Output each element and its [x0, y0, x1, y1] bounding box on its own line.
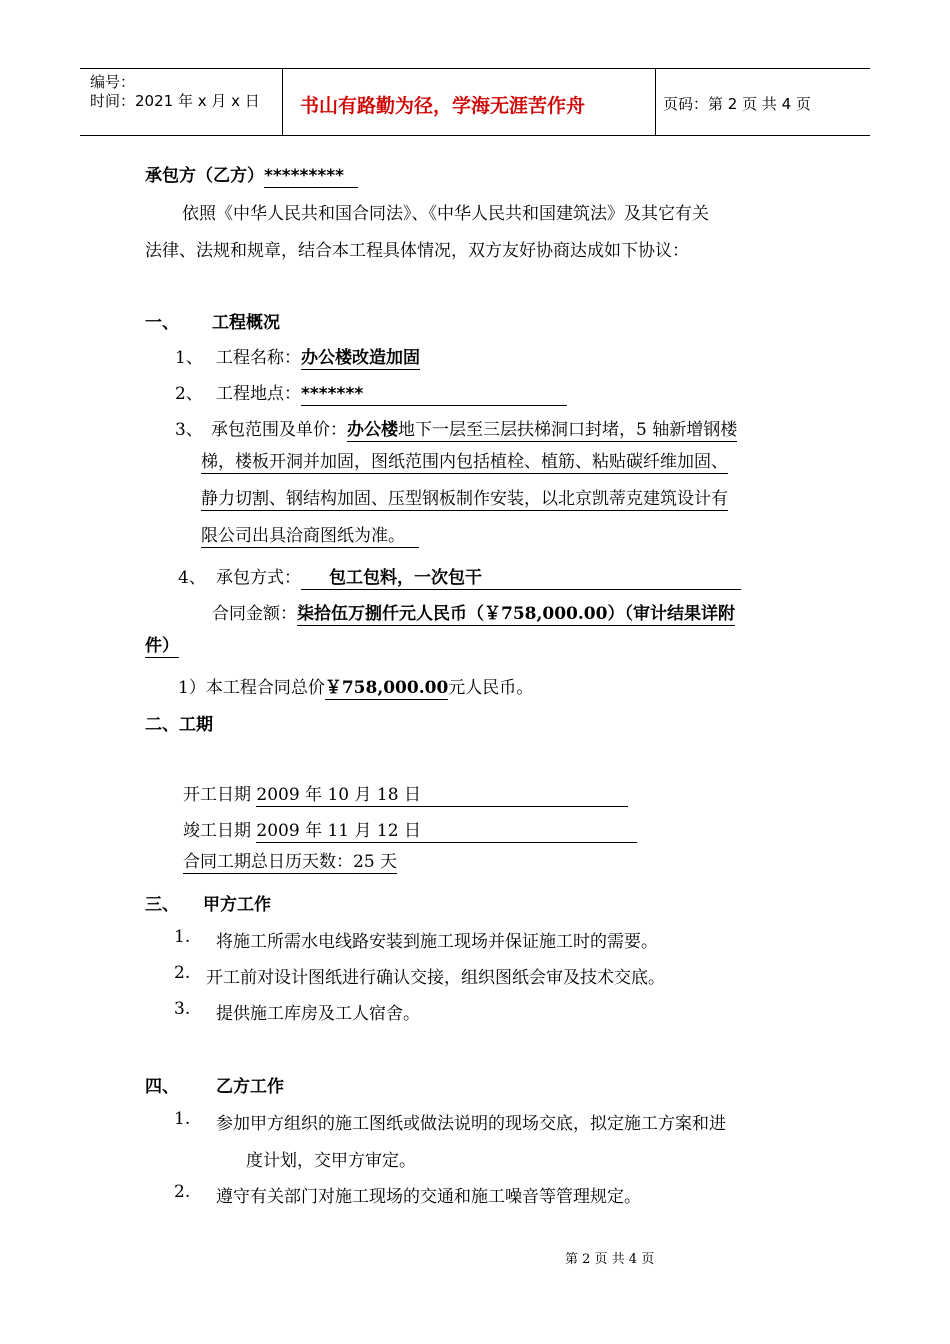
- item3-text-1: 地下一层至三层扶梯洞口封堵，5 轴新增钢楼: [398, 420, 738, 440]
- amount-label: 合同金额：: [212, 604, 297, 624]
- contractor-b-value: *********: [264, 167, 358, 188]
- section1-item3-num: 3、: [175, 420, 203, 440]
- header-number-label: 编号：: [90, 73, 136, 91]
- section1-item2-num: 2、: [175, 384, 203, 404]
- item3-line-3-wrap: [201, 489, 728, 511]
- item2-label: 工程地点：: [216, 384, 301, 404]
- section1-item4-num: 4、: [178, 568, 206, 588]
- footer-page: 第 2 页 共 4 页: [565, 1252, 655, 1267]
- item3-line-4-wrap: [201, 526, 419, 548]
- start-date-line: [183, 780, 628, 807]
- s4-item2-num: 2.: [174, 1182, 191, 1202]
- item1-label: 工程名称：: [216, 348, 301, 368]
- total-prefix: 1）本工程合同总价: [178, 678, 325, 698]
- header-bottom-rule: [80, 135, 870, 136]
- s3-item3-num: 3.: [174, 999, 191, 1019]
- section1-title: 工程概况: [212, 313, 280, 333]
- total-days-wrap: [183, 852, 397, 874]
- item4-label: 承包方式：: [216, 568, 301, 588]
- end-date-label: 竣工日期: [183, 821, 251, 841]
- section1-item2: [216, 379, 567, 406]
- contractor-b-line: [145, 161, 358, 188]
- total-days: 合同工期总日历天数：25 天: [183, 852, 398, 872]
- s3-item3-text: 提供施工库房及工人宿舍。: [216, 1004, 420, 1024]
- contract-total-line: [178, 673, 533, 700]
- end-date-line: [183, 816, 637, 843]
- total-value: ￥758,000.00: [324, 678, 449, 698]
- contract-amount-value: 柒拾伍万捌仟元人民币（￥758,000.00）（审计结果详附: [297, 604, 735, 624]
- s3-item1-text: 将施工所需水电线路安装到施工现场并保证施工时的需要。: [216, 932, 658, 952]
- contract-amount-line: [212, 599, 735, 626]
- s3-item1-num: 1.: [174, 927, 191, 947]
- header-top-rule: [80, 68, 870, 69]
- end-date-value: 2009 年 11 月 12 日: [256, 822, 637, 843]
- s4-item1-num: 1.: [174, 1109, 191, 1129]
- section1-item1-num: 1、: [175, 348, 203, 368]
- s4-item1-cont: 度计划，交甲方审定。: [246, 1151, 416, 1171]
- start-date-label: 开工日期: [183, 785, 251, 805]
- section3-num: 三、: [145, 895, 179, 915]
- header-divider-right: [655, 68, 656, 136]
- section2-title: 二、工期: [145, 715, 213, 735]
- header-time-label: 时间：2021 年 x 月 x 日: [90, 92, 260, 110]
- start-date-value: 2009 年 10 月 18 日: [256, 786, 628, 807]
- section4-num: 四、: [145, 1077, 179, 1097]
- contractor-b-label: 承包方（乙方）: [145, 166, 264, 186]
- project-location-value: *******: [301, 385, 567, 406]
- section1-item1: [216, 343, 420, 370]
- intro-line-2: 法律、法规和规章，结合本工程具体情况，双方友好协商达成如下协议：: [145, 241, 689, 261]
- section1-item4: [216, 563, 741, 590]
- item3-text-2: 梯，楼板开洞并加固，图纸范围内包括植栓、植筋、粘贴碳纤维加固、: [201, 452, 728, 472]
- s3-item2-num: 2.: [174, 963, 191, 983]
- header-page-info: 页码：第 2 页 共 4 页: [663, 95, 811, 113]
- item3-bold: 办公楼: [347, 420, 398, 440]
- contract-amount-cont: 件）: [145, 636, 179, 656]
- section3-title: 甲方工作: [203, 895, 271, 915]
- s4-item1-text: 参加甲方组织的施工图纸或做法说明的现场交底，拟定施工方案和进: [216, 1114, 726, 1134]
- s3-item2-text: 开工前对设计图纸进行确认交接，组织图纸会审及技术交底。: [206, 968, 665, 988]
- item3-label: 承包范围及单价：: [211, 420, 347, 440]
- item3-text-4: 限公司出具洽商图纸为准。: [201, 527, 419, 548]
- section1-item3-line1: [211, 415, 737, 442]
- item3-line-2-wrap: [201, 452, 728, 474]
- project-name-value: 办公楼改造加固: [301, 348, 420, 368]
- total-suffix: 元人民币。: [448, 678, 534, 698]
- section4-title: 乙方工作: [216, 1077, 284, 1097]
- item3-text-3: 静力切割、钢结构加固、压型钢板制作安装，以北京凯蒂克建筑设计有: [201, 489, 728, 509]
- header-divider-left: [282, 68, 283, 136]
- intro-line-1: 依照《中华人民共和国合同法》、《中华人民共和国建筑法》及其它有关: [182, 204, 709, 224]
- contract-method-value: 包工包料，一次包干: [301, 569, 741, 590]
- section1-num: 一、: [145, 313, 179, 333]
- header-motto: 书山有路勤为径，学海无涯苦作舟: [300, 95, 586, 117]
- amount-cont-wrap: [145, 636, 179, 658]
- s4-item2-text: 遵守有关部门对施工现场的交通和施工噪音等管理规定。: [216, 1187, 641, 1207]
